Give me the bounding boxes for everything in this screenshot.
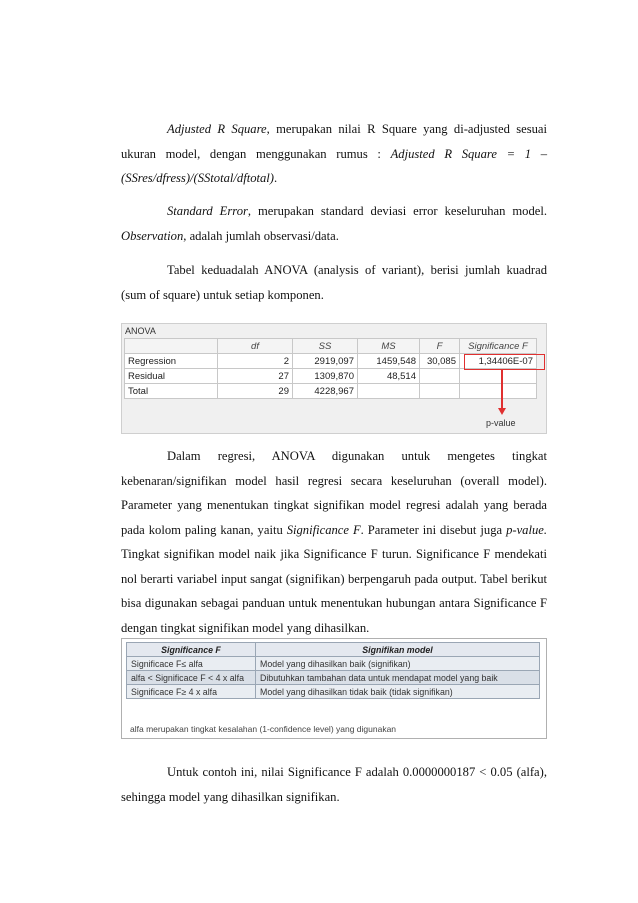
anova-table-image: [121, 323, 547, 434]
sig-cell: Model yang dihasilkan tidak baik (tidak signifikan): [256, 685, 540, 699]
anova-cell: Residual: [125, 369, 218, 384]
adj-r-text: , merupakan nilai R Square yang di-adjusted sesuai ukuran model, dengan menggunakan rumus :: [121, 122, 547, 161]
anova-header-cell: SS: [293, 339, 358, 354]
sig-cell: Significace F≤ alfa: [127, 657, 256, 671]
sig-header-row: [127, 643, 540, 657]
anova-cell: 2: [218, 354, 293, 369]
significance-highlight-box: [464, 354, 545, 370]
example-text: Untuk contoh ini, nilai Significance F adalah 0.0000000187 < 0.05 (alfa), sehingga model yang dihasilkan signifikan.: [121, 765, 547, 804]
anova-cell: Total: [125, 384, 218, 399]
anova-cell: [460, 369, 537, 384]
sig-cell: Significace F≥ 4 x alfa: [127, 685, 256, 699]
anova-desc-text-1: Dalam regresi, ANOVA digunakan untuk mengetes tingkat kebenaran/signifikan model hasil regresi secara keseluruhan (overall model). Parameter yang menentukan tingkat signifikan model regresi adalah yang berada pada kolom paling kanan, yaitu: [121, 449, 547, 537]
paragraph-standard-error: [121, 199, 547, 248]
anova-header-row: [125, 339, 537, 354]
sig-header-cell: Signifikan model: [256, 643, 540, 657]
anova-cell: [358, 384, 420, 399]
sig-row: [127, 671, 540, 685]
anova-header-cell: MS: [358, 339, 420, 354]
paragraph-anova-description: [121, 444, 547, 640]
term-adjusted-r-square: Adjusted R Square: [167, 122, 267, 136]
anova-cell: 30,085: [420, 354, 460, 369]
std-err-text: , merupakan standard deviasi error keseluruhan model.: [247, 204, 548, 218]
anova-header-cell: df: [218, 339, 293, 354]
significance-arrow-line: [501, 370, 503, 409]
anova-cell: [420, 384, 460, 399]
term-observation: Observation: [121, 228, 184, 243]
paragraph-example: [121, 760, 547, 809]
adj-r-end: .: [273, 171, 278, 185]
anova-cell: 4228,967: [293, 384, 358, 399]
anova-desc-text-2: . Parameter ini disebut juga: [360, 522, 507, 537]
sig-cell: alfa < Significace F < 4 x alfa: [127, 671, 256, 685]
anova-intro-text: Tabel keduadalah ANOVA (analysis of variant), berisi jumlah kuadrad (sum of square) untuk setiap komponen.: [121, 263, 547, 302]
anova-header-cell: [125, 339, 218, 354]
sig-row: [127, 657, 540, 671]
sig-cell: Dibutuhkan tambahan data untuk mendapat model yang baik: [256, 671, 540, 685]
anova-cell: 27: [218, 369, 293, 384]
anova-cell-significance-f: 1,34406E-07: [460, 354, 537, 369]
anova-cell: 1459,548: [358, 354, 420, 369]
paragraph-anova-intro: [121, 258, 547, 307]
anova-header-cell: Significance F: [460, 339, 537, 354]
term-standard-error: Standard Error: [167, 204, 248, 218]
anova-cell: 29: [218, 384, 293, 399]
paragraph-adjusted-r-square: [121, 117, 547, 191]
anova-cell: Regression: [125, 354, 218, 369]
p-value-label: p-value: [486, 418, 516, 428]
sig-row: [127, 685, 540, 699]
anova-cell: [460, 384, 537, 399]
anova-cell: [420, 369, 460, 384]
term-p-value: p-value.: [506, 522, 547, 537]
significance-arrow-head: [498, 408, 506, 415]
anova-row-residual: [125, 369, 537, 384]
significance-footnote: alfa merupakan tingkat kesalahan (1-confidence level) yang digunakan: [130, 724, 397, 734]
significance-guide-table-image: [121, 638, 547, 739]
anova-cell: 48,514: [358, 369, 420, 384]
anova-row-total: [125, 384, 537, 399]
anova-cell: 2919,097: [293, 354, 358, 369]
sig-header-cell: Significance F: [127, 643, 256, 657]
sig-cell: Model yang dihasilkan baik (signifikan): [256, 657, 540, 671]
anova-title: ANOVA: [125, 326, 156, 336]
term-significance-f: Significance F: [286, 522, 361, 537]
significance-guide-table: [126, 642, 540, 699]
anova-header-cell: F: [420, 339, 460, 354]
formula-adjusted-r-square: Adjusted R Square = 1 – (SSres/dfress)/(SStotal/dftotal): [121, 146, 547, 185]
anova-cell: 1309,870: [293, 369, 358, 384]
anova-desc-text-3: Tingkat signifikan model naik jika Significance F turun. Significance F mendekati nol berarti variabel input sangat (signifikan) berpengaruh pada output. Tabel berikut bisa digunakan sebagai panduan untuk menentukan hubungan antara Significance F dengan tingkat signifikan model yang dihasilkan.: [121, 547, 547, 635]
observation-text: , adalah jumlah observasi/data.: [183, 228, 339, 243]
